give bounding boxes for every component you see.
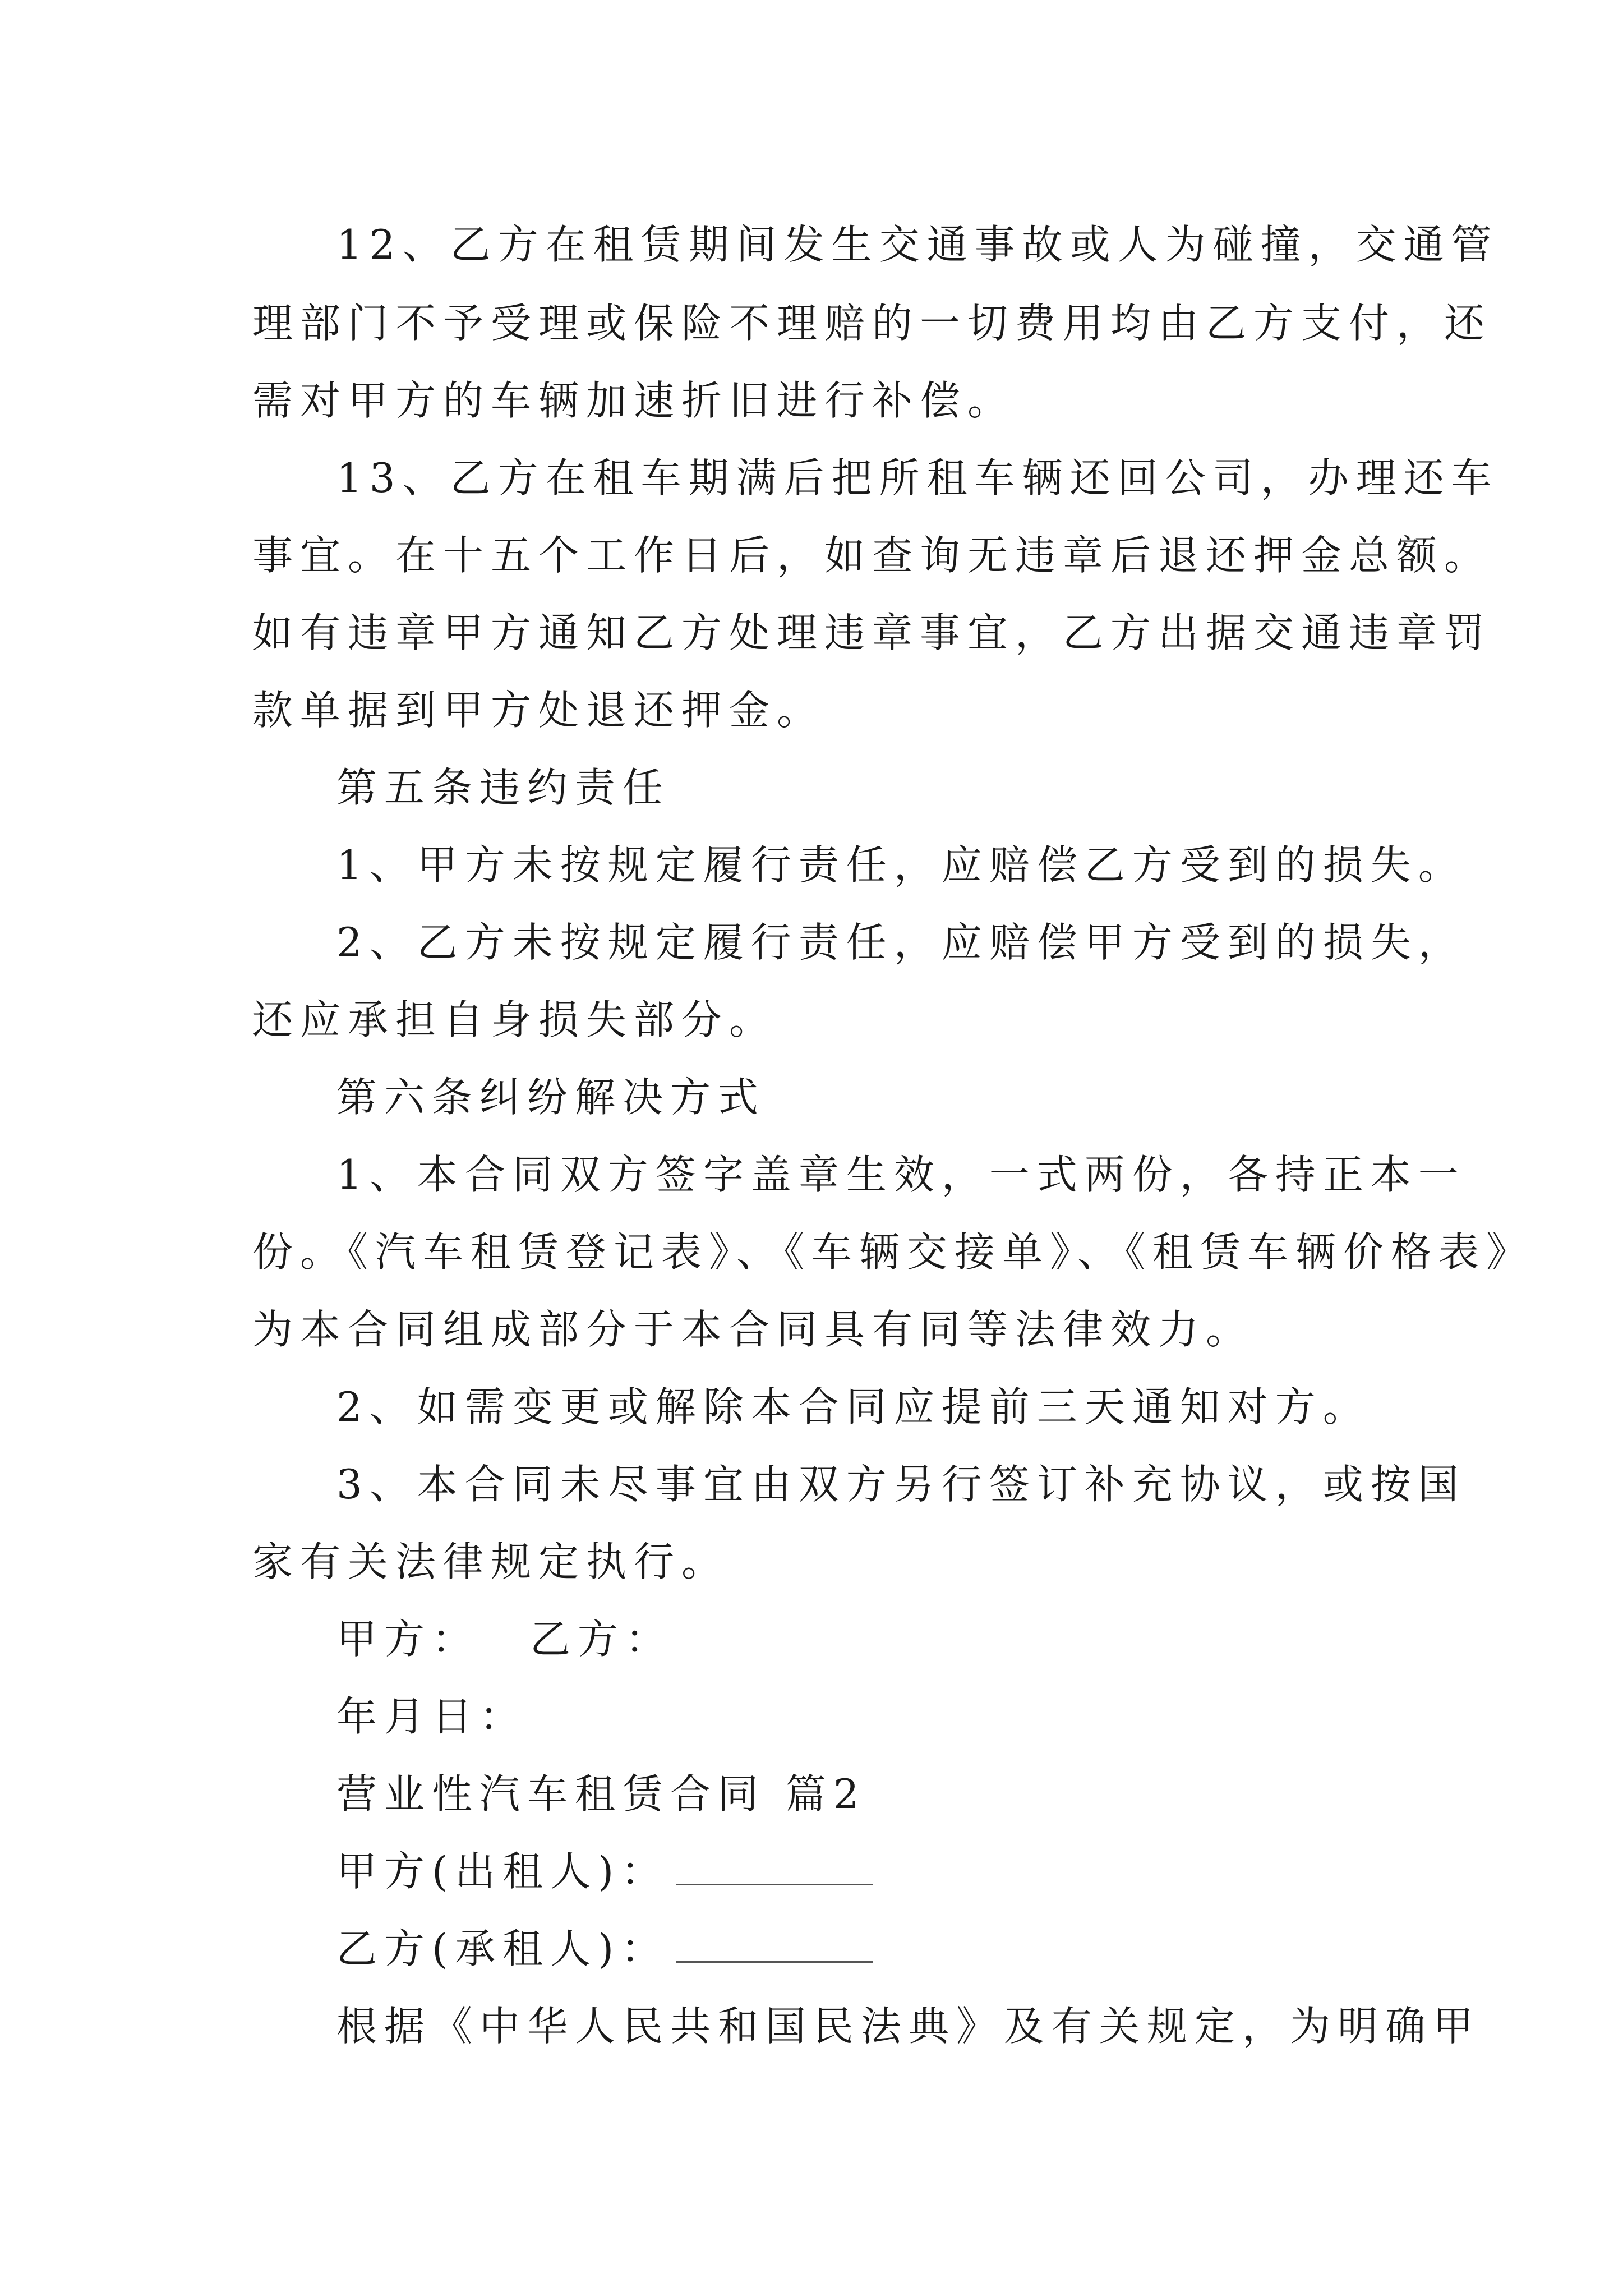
lessee-line: [336, 1922, 873, 1976]
party-a-label: 甲方：: [336, 1616, 480, 1663]
paragraph-line: 为本合同组成部分于本合同具有同等法律效力。: [252, 1306, 1254, 1353]
lessee-label: 乙方(承租人)：: [336, 1925, 669, 1972]
paragraph-line: 款单据到甲方处退还押金。: [252, 687, 825, 734]
paragraph-line: 3、本合同未尽事宜由双方另行签订补充协议，或按国: [336, 1461, 1466, 1508]
paragraph-line: 家有关法律规定执行。: [252, 1538, 730, 1585]
paragraph-line: 份。《汽车租赁登记表》、《车辆交接单》、《租赁车辆价格表》: [252, 1228, 1534, 1276]
section-heading: 第五条违约责任: [336, 764, 671, 811]
date-line: 年月日：: [336, 1693, 528, 1740]
paragraph-line: 13、乙方在租车期满后把所租车辆还回公司，办理还车: [336, 454, 1499, 501]
lessor-line: [336, 1844, 873, 1898]
paragraph-line: 还应承担自身损失部分。: [252, 996, 777, 1043]
lessor-blank: [676, 1850, 873, 1885]
paragraph-line: 理部门不予受理或保险不理赔的一切费用均由乙方支付，还: [252, 300, 1492, 347]
signature-line: [336, 1612, 673, 1666]
paragraph-line: 事宜。在十五个工作日后，如查询无违章后退还押金总额。: [252, 532, 1492, 579]
paragraph-line: 12、乙方在租赁期间发生交通事故或人为碰撞，交通管: [336, 221, 1499, 268]
lessee-blank: [676, 1927, 873, 1963]
paragraph-line: 需对甲方的车辆加速折旧进行补偿。: [252, 377, 1016, 424]
lessor-label: 甲方(出租人)：: [336, 1848, 669, 1895]
paragraph-line: 2、如需变更或解除本合同应提前三天通知对方。: [336, 1383, 1371, 1430]
paragraph-line: 根据《中华人民共和国民法典》及有关规定，为明确甲: [336, 2003, 1481, 2050]
party-b-label: 乙方：: [530, 1616, 674, 1663]
paragraph-line: 1、甲方未按规定履行责任，应赔偿乙方受到的损失。: [336, 841, 1466, 889]
section-title: 营业性汽车租赁合同 篇2: [336, 1770, 866, 1818]
paragraph-line: 1、本合同双方签字盖章生效，一式两份，各持正本一: [336, 1151, 1466, 1198]
section-heading: 第六条纠纷解决方式: [336, 1074, 766, 1121]
paragraph-line: 如有违章甲方通知乙方处理违章事宜，乙方出据交通违章罚: [252, 609, 1492, 656]
paragraph-line: 2、乙方未按规定履行责任，应赔偿甲方受到的损失，: [336, 919, 1466, 966]
